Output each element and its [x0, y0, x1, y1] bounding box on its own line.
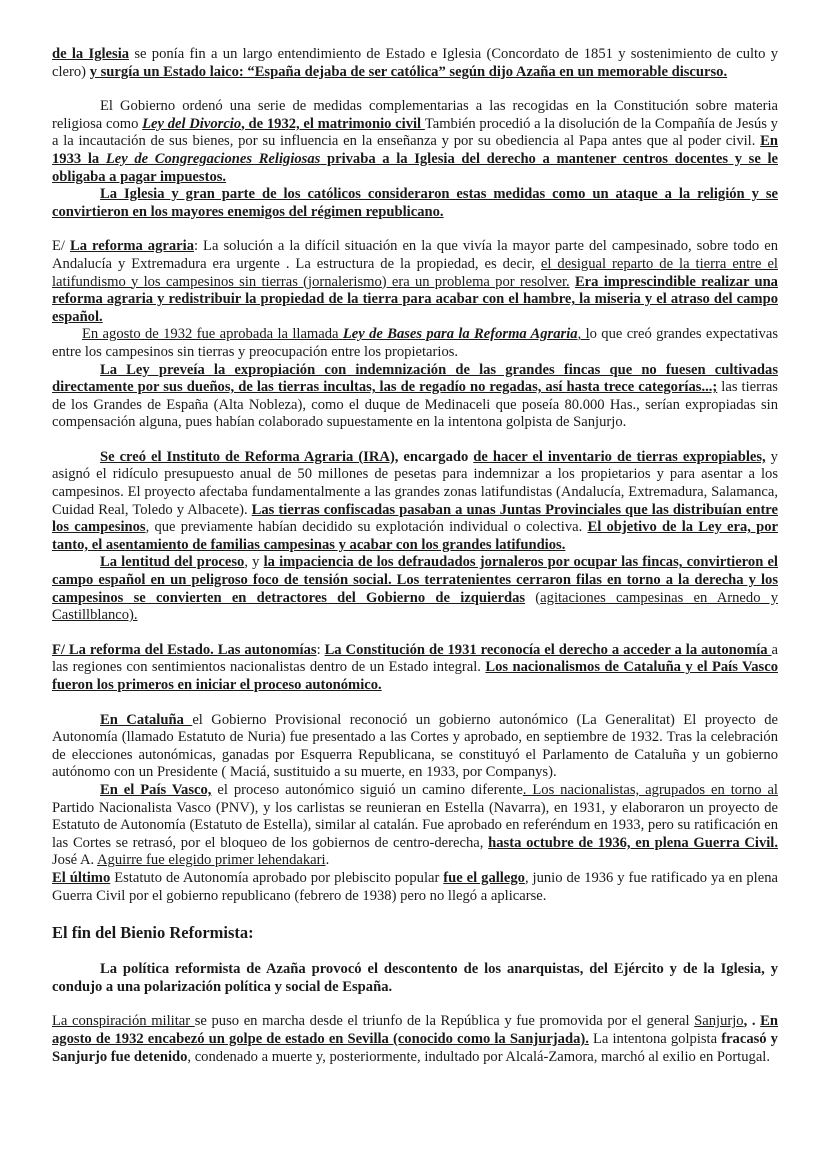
paragraph-church-law: de la Iglesia se ponía fin a un largo entendimiento de Estado e Iglesia (Concordato de 1851 y sostenimiento de culto y clero) y surgía un Estado laico: “España dejaba de ser católica” según dijo Azaña en un memorable discurso.	[52, 46, 778, 80]
paragraph-galicia: El último Estatuto de Autonomía aprobado por plebiscito popular fue el gallego, junio de 1936 y fue ratificado ya en plena Guerra Civil por el gobierno republicano (febrero de 1938) pero no llegó a aplicarse.	[52, 869, 778, 904]
paragraph-church-enemies: La Iglesia y gran parte de los católicos consideraron estas medidas como un ataque a la religión y se convirtieron en los mayores enemigos del régimen republicano.	[52, 186, 778, 220]
congregations-law: Ley de Congregaciones Religiosas	[105, 150, 321, 167]
paragraph-polarization: La política reformista de Azaña provocó el descontento de los anarquistas, del Ejército y de la Iglesia, y condujo a una polarización política y social de España.	[52, 961, 778, 995]
paragraph-agrarian-reform: E/ La reforma agraria: La solución a la difícil situación en la que vivía la mayor parte del campesinado, sobre todo en Andalucía y Extremadura era urgente . La estructura de la propiedad, es decir, el desigual reparto de la tierra entre el latifundismo y los campesinos sin tierras (jornalerismo) era un problema por resolver. Era imprescindible realizar una reforma agraria y redistribuir la propiedad de la tierra para acabar con el hambre, la miseria y el atraso del campo español.	[52, 238, 778, 325]
autonomies-title: F/ La reforma del Estado. Las autonomías	[52, 641, 317, 658]
paragraph-bases-law: En agosto de 1932 fue aprobada la llamada Ley de Bases para la Reforma Agraria, lo que creó grandes expectativas entre los campesinos sin tierras y preocupación entre los propietarios.	[52, 326, 779, 360]
paragraph-religious-measures: El Gobierno ordenó una serie de medidas complementarias a las recogidas en la Constitución sobre materia religiosa como Ley del Divorcio, de 1932, el matrimonio civil También procedió a la disolución de la Compañía de Jesús y a la incautación de sus bienes, por su influencia en la enseñanza y por su obediencia al Papa antes que al poder civil. En 1933 la Ley de Congregaciones Religiosas privaba a la Iglesia del derecho a mantener centros docentes y se le obligaba a pagar impuestos.	[52, 98, 778, 185]
paragraph-ira: Se creó el Instituto de Reforma Agraria (IRA), encargado de hacer el inventario de tierras expropiables, y asignó el ridículo presupuesto anual de 50 millones de pesetas para indemnizar a los propietarios y para asentar a los campesinos. El proyecto afectaba fundamentalmente a las grandes zonas latifundistas (Andalucía, Extremadura, Salamanca, Cuidad Real, Toledo y Albacete). Las tierras confiscadas pasaban a unas Juntas Provinciales que las distribuían entre los campesinos, que previamente habían decidido su explotación individual o colectiva. El objetivo de la Ley era, por tanto, el asentamiento de familias campesinas y acabar con los grandes latifundios.	[52, 448, 779, 553]
galicia-ref: El último	[52, 869, 111, 886]
bases-law: Ley de Bases para la Reforma Agraria	[342, 326, 578, 343]
paragraph-autonomies: F/ La reforma del Estado. Las autonomías: La Constitución de 1931 reconocía el derecho a acceder a la autonomía a las regiones con sentimientos nacionalistas dentro de un Estado integral. Los nacionalismos de Cataluña y el País Vasco fueron los primeros en iniciar el proceso autonómico.	[52, 641, 778, 693]
ira-ref: Se creó el Instituto de Reforma Agraria (IRA),	[100, 448, 399, 465]
paragraph-basque-country: En el País Vasco, el proceso autonómico siguió un camino diferente. Los nacionalistas, agrupados en torno al Partido Nacionalista Vasco (PNV), y los carlistas se reunieran en Estella (Navarra), en 1931, y elaboraron un proyecto de Estatuto de Autonomía (Estatuto de Estella), similar al catalán. Fue aprobado en referéndum en 1933, pero su ratificación en las Cortes se retrasó, por el bloqueo de los gobiernos de centro-derecha, hasta octubre de 1936, en plena Guerra Civil. José A. Aguirre fue elegido primer lehendakari.	[52, 781, 779, 869]
church-ref: de la Iglesia	[52, 46, 130, 62]
paragraph-slow-process: La lentitud del proceso, y la impaciencia de los defraudados jornaleros por ocupar las fincas, convirtieron el campo español en un peligroso foco de tensión social. Los terratenientes cerraron filas en torno a la derecha y los campesinos se convierten en detractores del Gobierno de izquierdas (agitaciones campesinas en Arnedo y Castillblanco).	[52, 554, 779, 624]
divorce-law: Ley del Divorcio	[142, 115, 242, 132]
basque-ref: En el País Vasco,	[100, 781, 212, 798]
paragraph-sanjurjada: La conspiración militar se puso en marcha desde el triunfo de la República y fue promovida por el general Sanjurjo, . En agosto de 1932 encabezó un golpe de estado en Sevilla (conocido como la Sanjurjada). La intentona golpista fracasó y Sanjurjo fue detenido, condenado a muerte y, posteriormente, indultado por Alcalá-Zamora, marchó al exilio en Portugal.	[52, 1013, 779, 1065]
paragraph-expropriation: La Ley preveía la expropiación con indemnización de las grandes fincas que no fuesen cultivadas directamente por sus dueños, de las tierras incultas, las de regadío no regadas, así hasta trece categorías...; las tierras de los Grandes de España (Alta Nobleza), como el duque de Medinaceli que poseía 80.000 Has., serían expropiadas sin compensación alguna, pues habían colaborado supuestamente en la intentona golpista de Sanjurjo.	[52, 361, 778, 431]
paragraph-catalonia: En Cataluña el Gobierno Provisional reconoció un gobierno autonómico (La Generalitat) El proyecto de Autonomía (llamado Estatuto de Nuria) fue presentado a las Cortes y aprobado, en septiembre de 1932. Tras la celebración de elecciones autonómicas, ganadas por Esquerra Republicana, se constituyó el Parlamento de Cataluña y un gobierno autónomo con un Presidente ( Maciá, sustituido a su muerte, en 1933, por Companys).	[52, 711, 778, 781]
section-heading: El fin del Bienio Reformista:	[52, 923, 254, 943]
catalonia-ref: En Cataluña	[100, 711, 193, 728]
agrarian-reform-title: La reforma agraria	[69, 238, 194, 255]
